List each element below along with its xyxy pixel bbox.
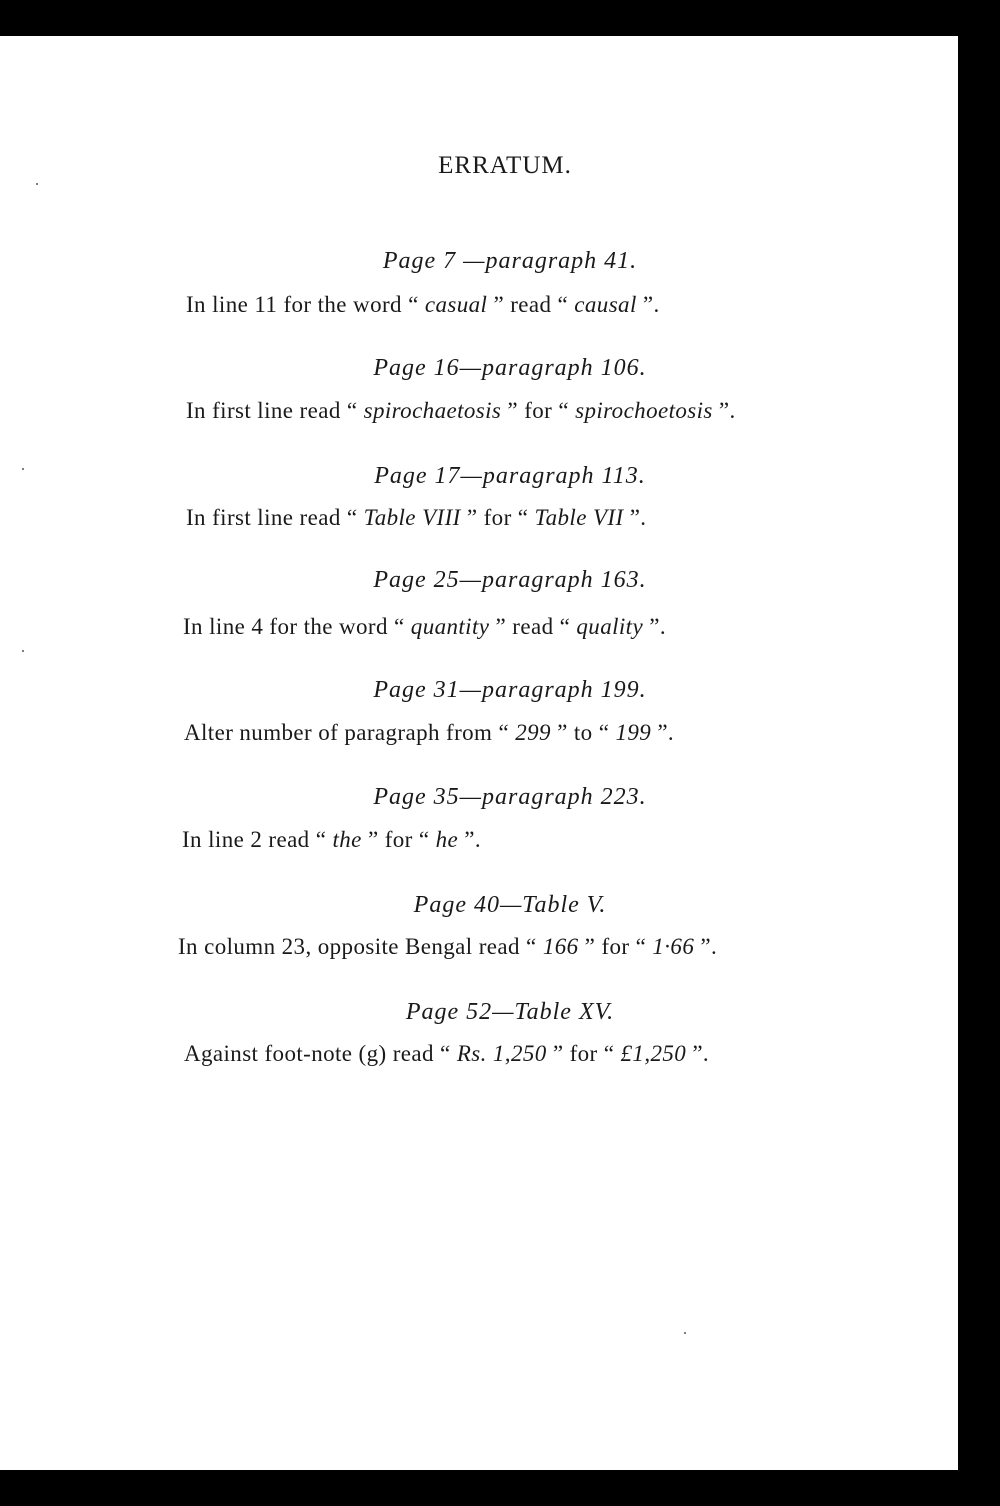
entry-text-prefix: In column 23, opposite Bengal read “ [178, 934, 543, 959]
entry-text-suffix: ”. [686, 1041, 710, 1066]
entry-text-middle: ” read “ [489, 614, 577, 639]
wrong-word: 299 [515, 720, 551, 745]
entry-text [186, 292, 660, 318]
entry-text [186, 505, 646, 531]
wrong-word: £1,250 [620, 1041, 687, 1066]
correct-word: 166 [542, 934, 579, 959]
entry-heading: Page 16—paragraph 106. [373, 355, 647, 381]
entry-text [182, 827, 481, 853]
entry-text-middle: ” for “ [361, 827, 436, 852]
wrong-word: Table VII [534, 505, 624, 530]
entry-text [186, 398, 736, 424]
entry-text [183, 614, 666, 640]
entry-text-prefix: In first line read “ [186, 398, 364, 423]
scan-speck [22, 650, 24, 652]
entry-text-prefix: Alter number of paragraph from “ [184, 720, 516, 745]
scan-speck [22, 468, 24, 470]
entry-text-middle: ” for “ [460, 505, 535, 530]
wrong-word: quantity [410, 614, 490, 639]
wrong-word: 1·66 [652, 934, 695, 959]
entry-text-middle: ” for “ [546, 1041, 621, 1066]
entry-heading: Page 52—Table XV. [405, 999, 615, 1025]
entry-text-suffix: ”. [636, 292, 660, 317]
entry-text-prefix: In line 2 read “ [182, 827, 333, 852]
correct-word: quality [576, 614, 644, 639]
scan-speck [684, 1332, 686, 1334]
entry-text [178, 934, 717, 960]
entry-text [184, 1041, 709, 1067]
entry-text-middle: ” read “ [487, 292, 575, 317]
wrong-word: casual [424, 292, 488, 317]
entry-text-suffix: ”. [643, 614, 666, 639]
entry-text-prefix: In line 4 for the word “ [183, 614, 411, 639]
entry-text [184, 720, 674, 746]
correct-word: the [332, 827, 362, 852]
entry-heading: Page 40—Table V. [413, 892, 607, 918]
entry-text-middle: ” for “ [501, 398, 576, 423]
wrong-word: he [435, 827, 459, 852]
entry-text-suffix: ”. [712, 398, 736, 423]
entry-heading: Page 31—paragraph 199. [373, 677, 647, 703]
entry-heading: Page 35—paragraph 223. [373, 784, 647, 810]
entry-text-middle: ” to “ [550, 720, 616, 745]
entry-text-middle: ” for “ [578, 934, 653, 959]
entry-heading: Page 7 —paragraph 41. [382, 248, 638, 274]
entry-text-suffix: ”. [694, 934, 718, 959]
entry-heading: Page 25—paragraph 163. [373, 567, 647, 593]
page-title: ERRATUM. [438, 152, 572, 179]
correct-word: 199 [615, 720, 652, 745]
entry-text-prefix: In line 11 for the word “ [186, 292, 425, 317]
wrong-word: spirochoetosis [575, 398, 713, 423]
scan-speck [36, 183, 38, 185]
entry-text-prefix: Against foot-note (g) read “ [184, 1041, 457, 1066]
correct-word: Table VIII [363, 505, 461, 530]
entry-text-suffix: ”. [458, 827, 482, 852]
entry-text-suffix: ”. [651, 720, 675, 745]
correct-word: Rs. 1,250 [456, 1041, 547, 1066]
correct-word: spirochaetosis [363, 398, 502, 423]
entry-text-prefix: In first line read “ [186, 505, 364, 530]
correct-word: causal [574, 292, 637, 317]
entry-heading: Page 17—paragraph 113. [374, 463, 646, 489]
entry-text-suffix: ”. [623, 505, 647, 530]
